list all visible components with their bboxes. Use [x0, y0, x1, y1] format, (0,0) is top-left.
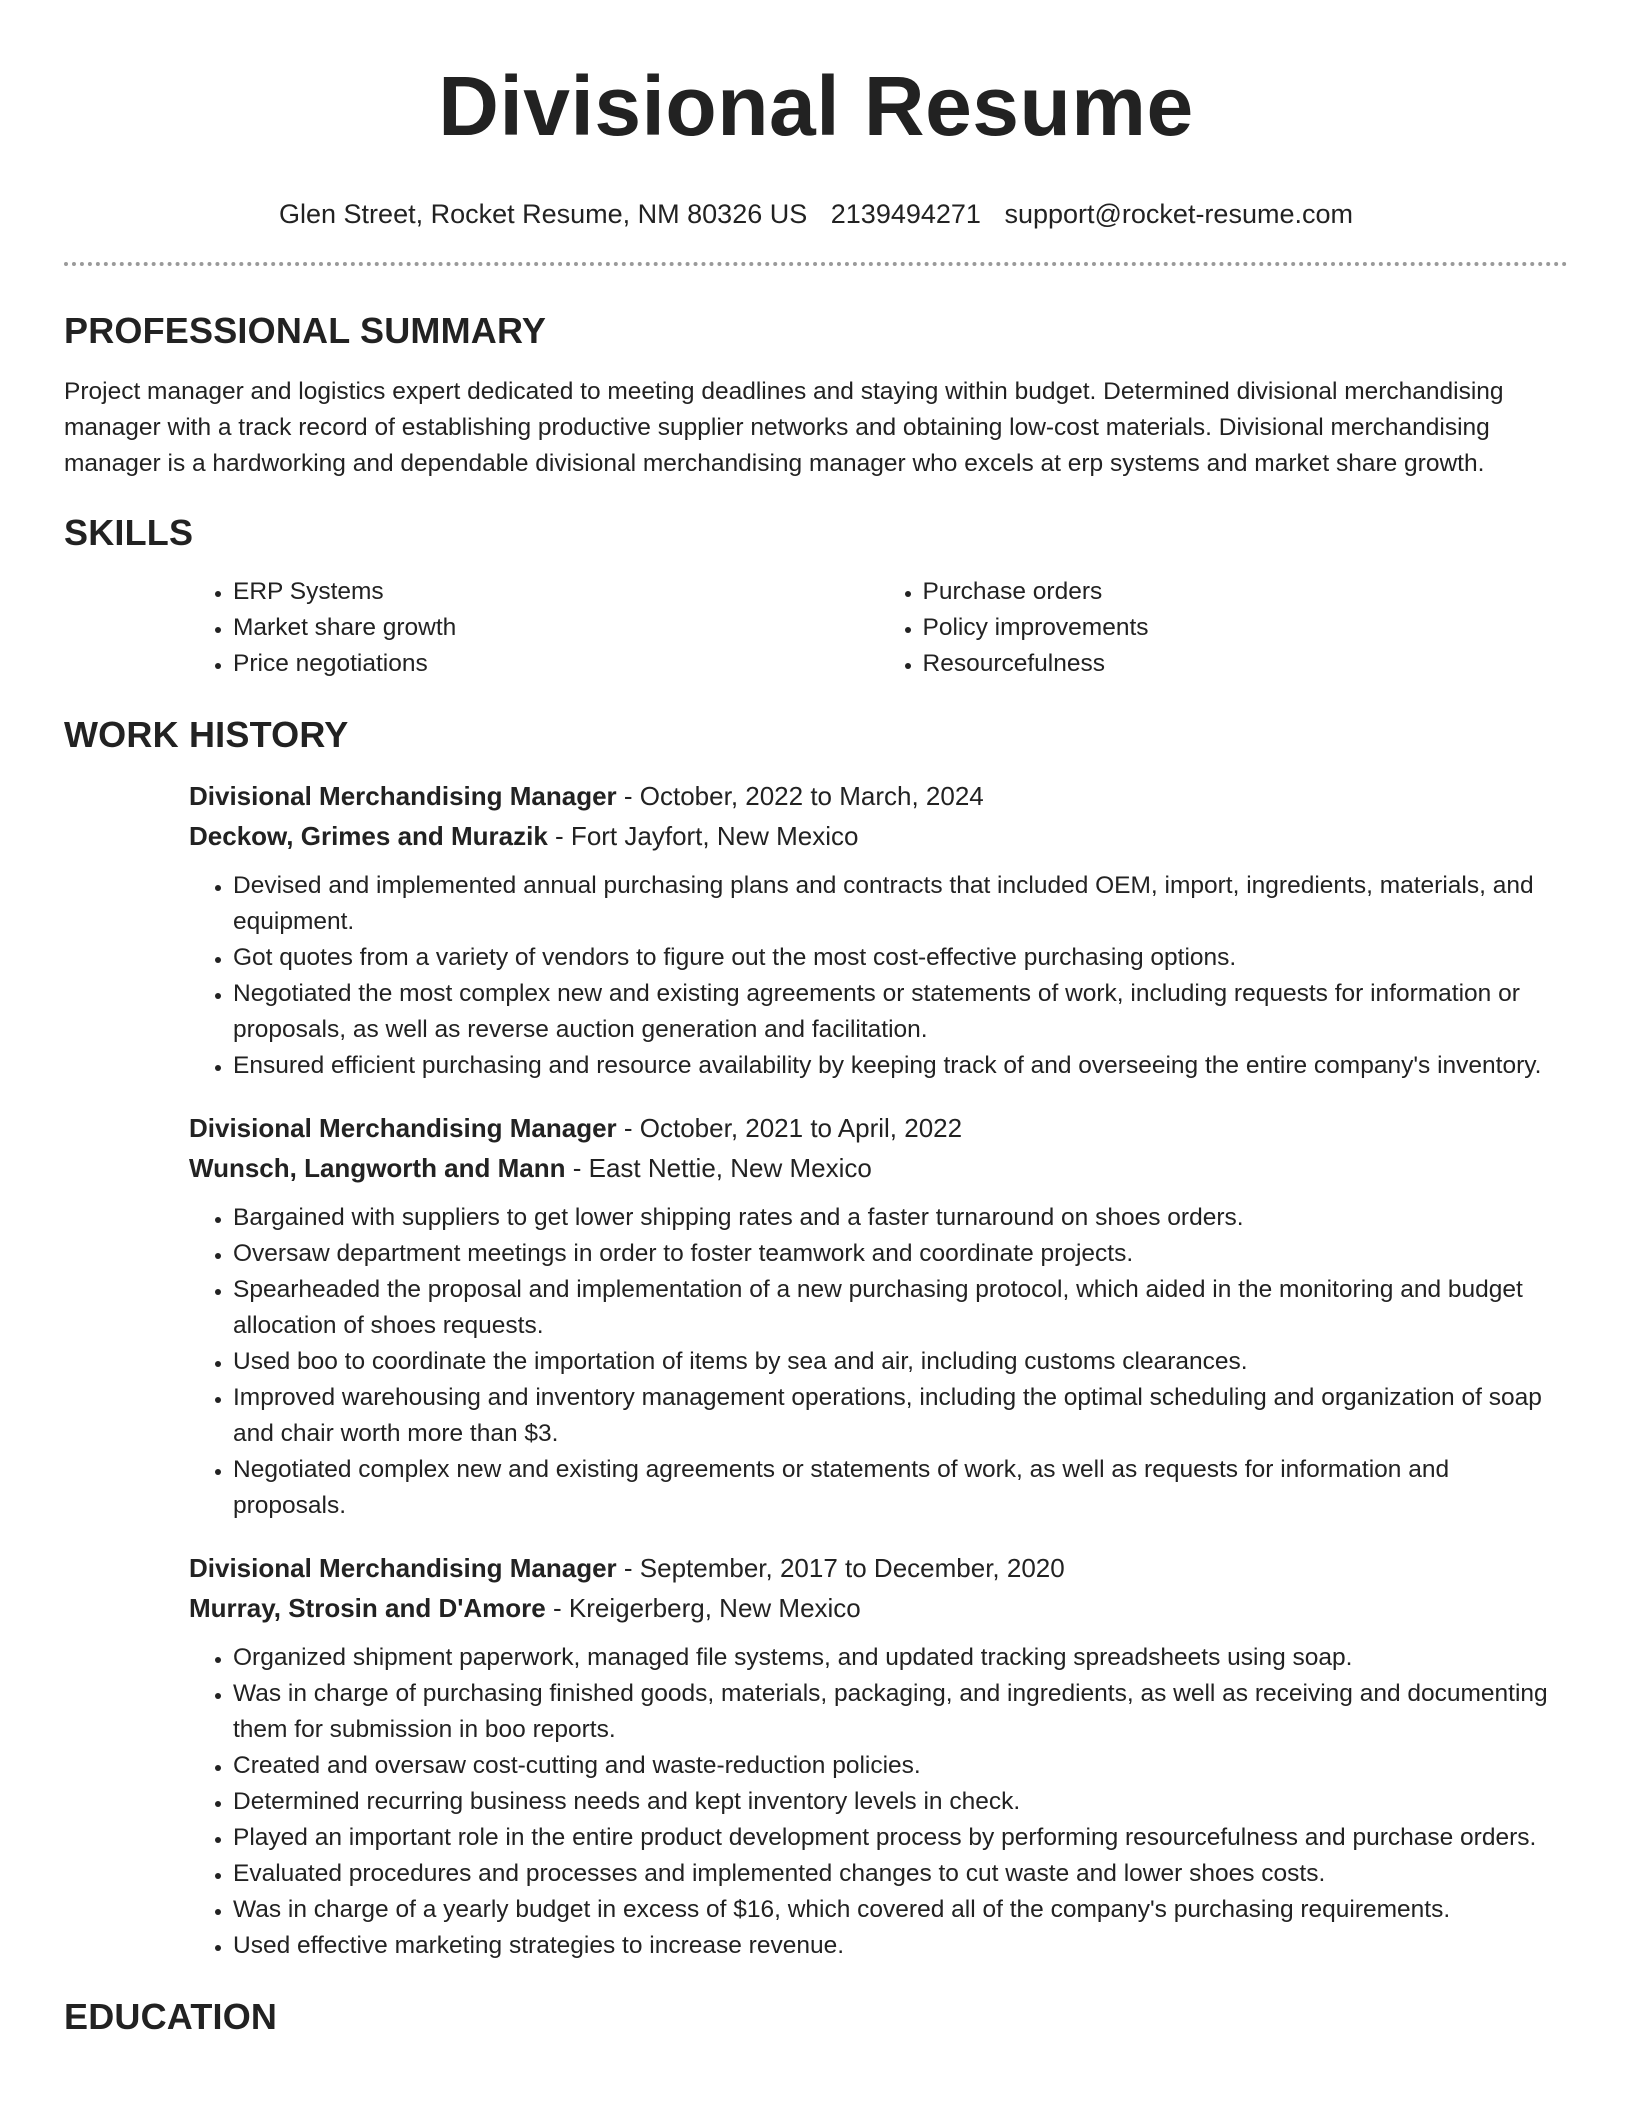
skills-list-right — [879, 574, 1569, 682]
job-title: Divisional Merchandising Manager — [189, 1113, 617, 1143]
job-bullet: • Improved warehousing and inventory management operations, including the optimal scheduling and organization of soap and chair worth more than $3. — [233, 1380, 1568, 1452]
job-bullet: • Organized shipment paperwork, managed file systems, and updated tracking spreadsheets using soap. — [233, 1640, 1568, 1676]
job-bullet: • Ensured efficient purchasing and resource availability by keeping track of and overseeing the entire company's inventory. — [233, 1048, 1568, 1084]
skill-item: • Policy improvements — [923, 610, 1569, 646]
job-bullets — [189, 868, 1568, 1084]
job-company-line — [189, 816, 1568, 856]
job-bullet: • Negotiated complex new and existing agreements or statements of work, as well as requests for information and proposals. — [233, 1452, 1568, 1524]
job-location: - East Nettie, New Mexico — [565, 1153, 872, 1183]
work-history-section — [64, 710, 1568, 1964]
job-bullet: • Bargained with suppliers to get lower shipping rates and a faster turnaround on shoes orders. — [233, 1200, 1568, 1236]
job-bullet: • Spearheaded the proposal and implementation of a new purchasing protocol, which aided in the monitoring and budget allocation of shoes requests. — [233, 1272, 1568, 1344]
job-bullet: • Got quotes from a variety of vendors to figure out the most cost-effective purchasing options. — [233, 940, 1568, 976]
contact-email: support@rocket-resume.com — [1004, 199, 1353, 229]
skills-grid — [189, 574, 1568, 682]
job-bullet: • Was in charge of purchasing finished goods, materials, packaging, and ingredients, as well as receiving and documenting them for submission in boo reports. — [233, 1676, 1568, 1748]
job-bullet: • Played an important role in the entire product development process by performing resourcefulness and purchase orders. — [233, 1820, 1568, 1856]
job-title-line — [189, 1108, 1568, 1148]
job-bullet: • Oversaw department meetings in order to foster teamwork and coordinate projects. — [233, 1236, 1568, 1272]
job-dates: - October, 2021 to April, 2022 — [616, 1113, 963, 1143]
summary-text: Project manager and logistics expert dedicated to meeting deadlines and staying within budget. Determined divisional merchandising manager with a track record of establishing productive supplier networks and obtaining low-cost materials. Divisional merchandising manager is a hardworking and dependable divisional merchandising manager who excels at erp systems and market share growth. — [64, 378, 1504, 477]
contact-address: Glen Street, Rocket Resume, NM 80326 US — [279, 199, 808, 229]
education-section — [64, 1992, 1568, 2042]
job-company: Wunsch, Langworth and Mann — [189, 1153, 566, 1183]
skill-item: • ERP Systems — [233, 574, 879, 610]
job-bullet: • Created and oversaw cost-cutting and waste-reduction policies. — [233, 1748, 1568, 1784]
skills-heading: SKILLS — [64, 512, 194, 553]
job-title: Divisional Merchandising Manager — [189, 781, 617, 811]
job-bullet: • Negotiated the most complex new and existing agreements or statements of work, including requests for information or proposals, as well as reverse auction generation and facilitation. — [233, 976, 1568, 1048]
job-location: - Kreigerberg, New Mexico — [545, 1593, 861, 1623]
skills-section — [64, 508, 1568, 682]
job-dates: - September, 2017 to December, 2020 — [616, 1553, 1065, 1583]
job-company-line — [189, 1588, 1568, 1628]
job-company: Murray, Strosin and D'Amore — [189, 1593, 546, 1623]
skill-item: • Purchase orders — [923, 574, 1569, 610]
job-bullet: • Determined recurring business needs and kept inventory levels in check. — [233, 1784, 1568, 1820]
contact-line — [0, 194, 1632, 234]
job-entry — [189, 776, 1568, 1084]
skill-item: • Price negotiations — [233, 646, 879, 682]
job-dates: - October, 2022 to March, 2024 — [616, 781, 984, 811]
job-entry — [189, 1548, 1568, 1964]
job-bullets — [189, 1200, 1568, 1524]
education-heading: EDUCATION — [64, 1996, 278, 2037]
job-entry — [189, 1108, 1568, 1524]
contact-phone: 2139494271 — [830, 199, 981, 229]
skills-list-left — [189, 574, 879, 682]
job-company-line — [189, 1148, 1568, 1188]
header-divider — [64, 262, 1568, 266]
summary-section — [64, 306, 1568, 482]
job-title-line — [189, 776, 1568, 816]
job-bullets — [189, 1640, 1568, 1964]
job-bullet: • Used effective marketing strategies to increase revenue. — [233, 1928, 1568, 1964]
job-location: - Fort Jayfort, New Mexico — [547, 821, 859, 851]
work-history-heading: WORK HISTORY — [64, 714, 349, 755]
skill-item: • Resourcefulness — [923, 646, 1569, 682]
job-bullet: • Was in charge of a yearly budget in excess of $16, which covered all of the company's purchasing requirements. — [233, 1892, 1568, 1928]
job-title: Divisional Merchandising Manager — [189, 1553, 617, 1583]
job-title-line — [189, 1548, 1568, 1588]
resume-title: Divisional Resume — [438, 59, 1194, 153]
summary-heading: PROFESSIONAL SUMMARY — [64, 310, 547, 351]
job-bullet: • Evaluated procedures and processes and implemented changes to cut waste and lower shoes costs. — [233, 1856, 1568, 1892]
job-company: Deckow, Grimes and Murazik — [189, 821, 548, 851]
job-bullet: • Devised and implemented annual purchasing plans and contracts that included OEM, import, ingredients, materials, and equipment. — [233, 868, 1568, 940]
skill-item: • Market share growth — [233, 610, 879, 646]
job-bullet: • Used boo to coordinate the importation of items by sea and air, including customs clearances. — [233, 1344, 1568, 1380]
